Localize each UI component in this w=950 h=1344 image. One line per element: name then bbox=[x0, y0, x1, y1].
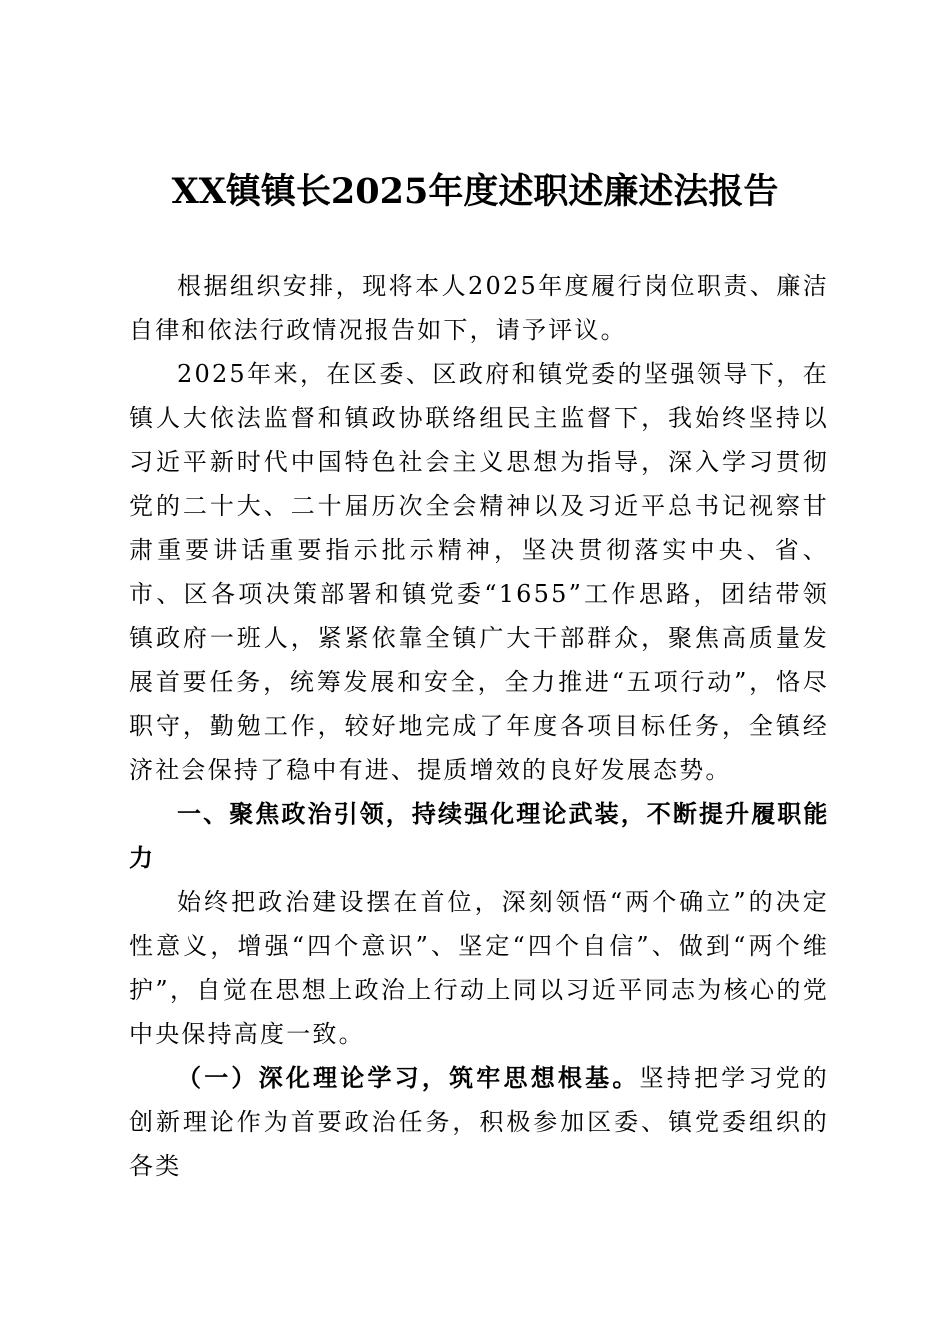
section-heading-1: 一、聚焦政治引领，持续强化理论武装，不断提升履职能力 bbox=[129, 800, 829, 872]
subsection-text-1: 坚持把学习党的创新理论作为首要政治任务，积极参加区委、镇党委组织的各类 bbox=[129, 1064, 829, 1180]
subsection-heading-1: （一）深化理论学习，筑牢思想根基。 bbox=[177, 1063, 640, 1092]
section-1-paragraph: 始终把政治建设摆在首位，深刻领悟“两个确立”的决定性意义，增强“四个意识”、坚定“四个自信”、做到“两个维护”，自觉在思想上政治上行动上同以习近平同志为核心的党中央保持高度一致。 bbox=[129, 888, 829, 1048]
document-title: XX镇镇长2025年度述职述廉述法报告 bbox=[171, 171, 779, 212]
intro-paragraph: 根据组织安排，现将本人2025年度履行岗位职责、廉洁自律和依法行政情况报告如下，请予评议。 bbox=[129, 272, 829, 344]
subsection-paragraph-1 bbox=[129, 1056, 829, 1188]
overview-paragraph: 2025年来，在区委、区政府和镇党委的坚强领导下，在镇人大依法监督和镇政协联络组民主监督下，我始终坚持以习近平新时代中国特色社会主义思想为指导，深入学习贯彻党的二十大、二十届历次全会精神以及习近平总书记视察甘肃重要讲话重要指示批示精神，坚决贯彻落实中央、省、市、区各项决策部署和镇党委“1655”工作思路，团结带领镇政府一班人，紧紧依靠全镇广大干部群众，聚焦高质量发展首要任务，统筹发展和安全，全力推进“五项行动”，恪尽职守，勤勉工作，较好地完成了年度各项目标任务，全镇经济社会保持了稳中有进、提质增效的良好发展态势。 bbox=[129, 360, 829, 784]
document-body bbox=[129, 264, 829, 1188]
